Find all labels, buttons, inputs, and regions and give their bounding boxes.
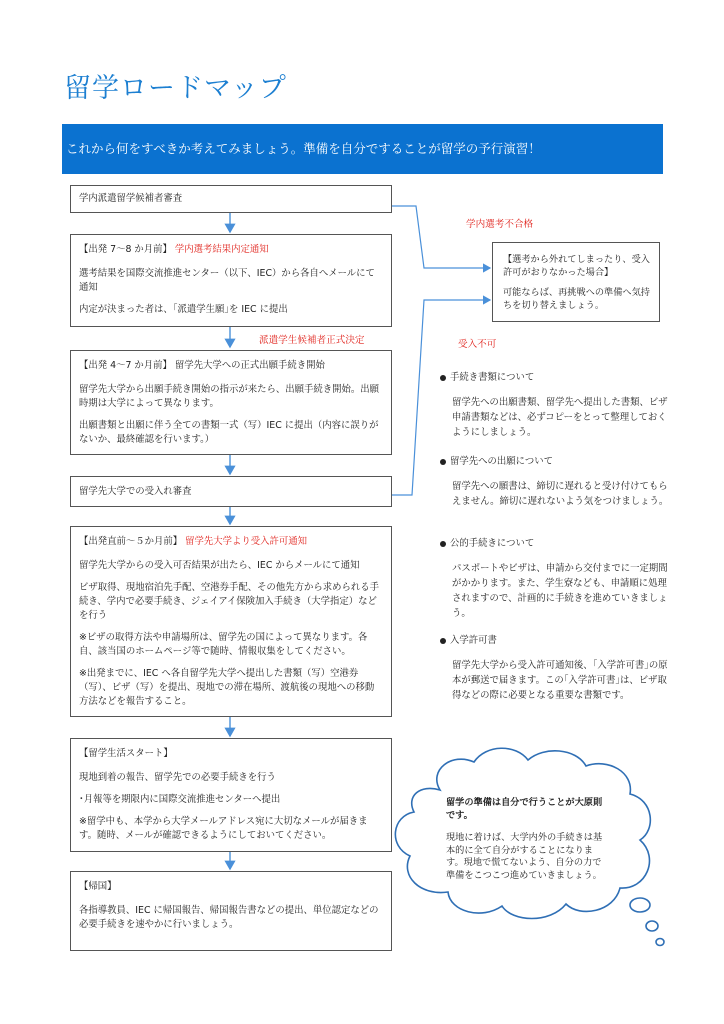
step-screening-text: 学内派遣留学候補者審査 bbox=[79, 193, 183, 204]
step-heading: 【出発 4～7 か月前】 留学先大学への正式出願手続き開始 bbox=[79, 360, 325, 371]
tip-title: 手続き書類について bbox=[440, 370, 670, 385]
step-internal-result bbox=[70, 234, 392, 327]
tip-application bbox=[440, 454, 670, 509]
label-internal-fail: 学内選考不合格 bbox=[466, 219, 534, 230]
tip-title: 公的手続きについて bbox=[440, 536, 670, 551]
page-title: 留学ロードマップ bbox=[64, 73, 287, 104]
tip-public-procedures bbox=[440, 536, 670, 621]
step-heading-highlight: 学内選考結果内定通知 bbox=[174, 244, 269, 255]
step-paragraph: 各指導教員、IEC に帰国報告、帰国報告書などの提出、単位認定などの必要手続きを速やかに行いましょう。 bbox=[79, 905, 379, 930]
step-application bbox=[70, 350, 392, 455]
label-official-decision: 派遣学生候補者正式決定 bbox=[259, 335, 365, 346]
step-heading: 【留学生活スタート】 bbox=[79, 748, 173, 759]
tip-title: 入学許可書 bbox=[440, 633, 670, 648]
step-heading: 【帰国】 bbox=[79, 881, 117, 892]
step-paragraph: 留学先大学から出願手続き開始の指示が来たら、出願手続き開始。出願時期は大学によって異なります。 bbox=[79, 384, 380, 409]
step-heading: 【出発直前～５か月前】 留学先大学より受入許可通知 bbox=[79, 536, 308, 547]
tip-admission-letter bbox=[440, 633, 670, 703]
tip-body: 留学先への願書は、締切に遅れると受け付けてもらえません。締切に遅れないよう気をつけましょう。 bbox=[452, 481, 669, 507]
step-paragraph: ※出発までに、IEC へ各自留学先大学へ提出した書類（写）空港券（写）、ビザ（写）を提出、現地での滞在場所、渡航後の現地への移動方法などを報告すること。 bbox=[79, 668, 375, 707]
step-host-review bbox=[70, 476, 392, 507]
not-selected-heading: 【選考から外れてしまったり、受入許可がおりなかった場合】 bbox=[503, 254, 650, 278]
step-paragraph: ･月報等を期限内に国際交流推進センターへ提出 bbox=[79, 794, 281, 805]
step-paragraph: 出願書類と出願に伴う全ての書類一式（写）IEC に提出（内容に誤りがないか、最終確認を行います。） bbox=[79, 420, 379, 445]
label-rejected: 受入不可 bbox=[458, 339, 497, 350]
cloud-message bbox=[446, 797, 606, 882]
tip-title: 留学先への出願について bbox=[440, 454, 670, 469]
step-acceptance bbox=[70, 526, 392, 717]
step-paragraph: 現地到着の報告、留学先での必要手続きを行う bbox=[79, 772, 276, 783]
bullet-icon bbox=[440, 541, 446, 547]
step-paragraph: ※留学中も、本学から大学メールアドレス宛に大切なメールが届きます。随時、メールが確認できるようにしておいてください。 bbox=[79, 816, 368, 841]
tip-body: 留学先への出願書類、留学先へ提出した書類、ビザ申請書類などは、必ずコピーをとって整理しておくようにしましょう。 bbox=[452, 397, 668, 438]
cloud-body: 現地に着けば、大学内外の手続きは基本的に全て自分がすることになります。現地で慌てないよう、自分の力で準備をこつこつ進めていきましょう。 bbox=[446, 832, 603, 881]
not-selected-box bbox=[492, 242, 660, 322]
bullet-icon bbox=[440, 375, 446, 381]
not-selected-body: 可能ならば、再挑戦への準備へ気持ちを切り替えましょう。 bbox=[503, 287, 650, 311]
tip-body: 留学先大学から受入許可通知後、｢入学許可書｣の原本が郵送で届きます。この｢入学許可書｣は、ビザ取得などの際に必要となる重要な書類です。 bbox=[452, 660, 668, 701]
tip-body: パスポートやビザは、申請から交付までに一定期間がかかります。また、学生寮なども、申請順に処理されますので、計画的に手続きを進めていきましょう。 bbox=[452, 563, 668, 619]
cloud-heading: 留学の準備は自分で行うことが大原則です。 bbox=[446, 797, 603, 821]
step-paragraph: 留学先大学からの受入可否結果が出たら、IEC からメールにて通知 bbox=[79, 560, 360, 571]
tip-documents bbox=[440, 370, 670, 440]
step-host-review-text: 留学先大学での受入れ審査 bbox=[79, 486, 192, 497]
step-paragraph: 内定が決まった者は、｢派遣学生願｣を IEC に提出 bbox=[79, 304, 288, 315]
step-screening bbox=[70, 185, 392, 213]
step-heading-highlight: 留学先大学より受入許可通知 bbox=[185, 536, 308, 547]
step-return bbox=[70, 871, 392, 951]
step-study-abroad-start bbox=[70, 738, 392, 852]
step-paragraph: ビザ取得、現地宿泊先手配、空港券手配、その他先方から求められる手続き、学内で必要手続き、ジェイアイ保険加入手続き（大学指定）などを行う bbox=[79, 582, 380, 621]
step-heading: 【出発 7～8 か月前】 学内選考結果内定通知 bbox=[79, 244, 269, 255]
step-paragraph: 選考結果を国際交流推進センター（以下、IEC）から各自へメールにて通知 bbox=[79, 268, 375, 293]
bullet-icon bbox=[440, 459, 446, 465]
step-paragraph: ※ビザの取得方法や申請場所は、留学先の国によって異なります。各自、該当国のホームページ等で随時、情報収集をしてください。 bbox=[79, 632, 368, 657]
intro-banner: これから何をすべきか考えてみましょう。準備を自分ですることが留学の予行演習！ bbox=[62, 124, 663, 174]
bullet-icon bbox=[440, 638, 446, 644]
